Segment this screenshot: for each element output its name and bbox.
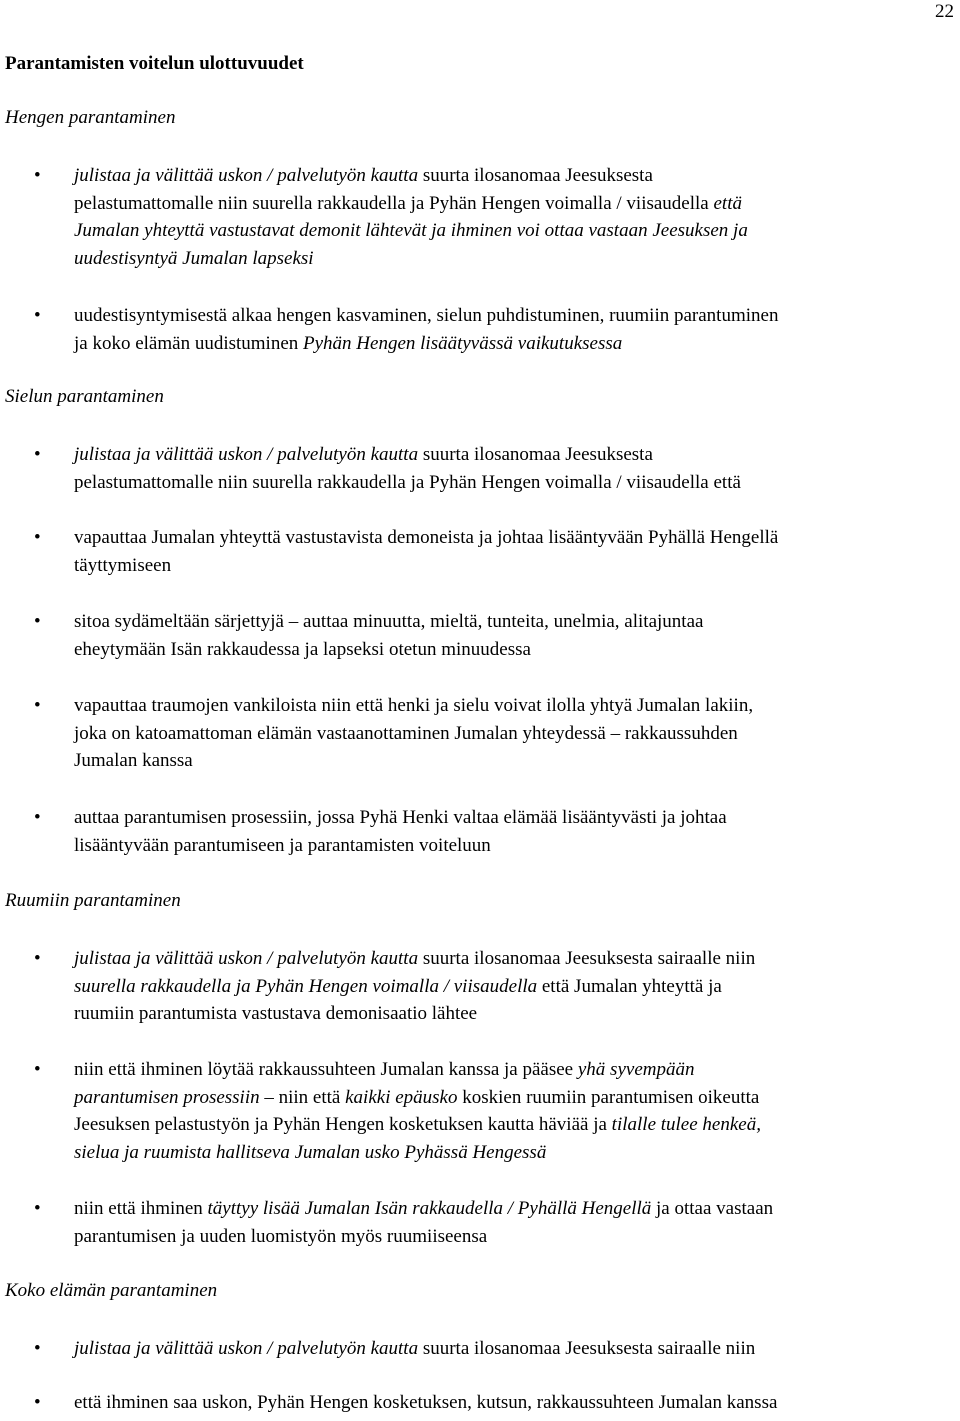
text-line xyxy=(74,1195,958,1223)
list-item-text xyxy=(74,608,958,663)
section-heading-koko-elämän-parantaminen: Koko elämän parantaminen xyxy=(5,1280,218,1301)
bullet-icon: • xyxy=(34,527,41,548)
text-run: että Jumalan yhteyttä ja xyxy=(537,975,722,997)
list-item-text xyxy=(74,945,958,1028)
italic-text: julistaa ja välittää uskon / palvelutyön kautta xyxy=(74,444,419,465)
text-run: joka on katoamattoman elämän vastaanottaminen Jumalan yhteydessä – rakkaussuhden xyxy=(74,722,738,744)
section-heading-sielun-parantaminen: Sielun parantaminen xyxy=(5,386,164,407)
bullet-icon: • xyxy=(34,305,41,326)
bullet-icon: • xyxy=(34,695,41,716)
text-run: ja koko elämän uudistuminen xyxy=(74,332,304,354)
text-run: suurta ilosanomaa Jeesuksesta sairaalle niin xyxy=(418,948,756,969)
list-item-text xyxy=(74,692,958,775)
bullet-icon: • xyxy=(34,948,41,969)
italic-text: julistaa ja välittää uskon / palvelutyön kautta xyxy=(74,948,419,969)
bullet-icon: • xyxy=(34,1392,41,1413)
text-line xyxy=(74,162,958,190)
text-line xyxy=(74,302,958,330)
list-item-text xyxy=(74,302,958,357)
text-line xyxy=(74,1139,958,1167)
italic-text: sielua ja ruumista hallitseva Jumalan usko Pyhässä Hengessä xyxy=(74,1141,547,1163)
bullet-icon: • xyxy=(34,1338,41,1359)
text-line xyxy=(74,469,958,497)
text-run: lisääntyvään parantumiseen ja parantamisten voiteluun xyxy=(74,834,491,856)
section-heading-hengen-parantaminen: Hengen parantaminen xyxy=(5,107,176,128)
italic-text: tilalle tulee henkeä, xyxy=(611,1114,761,1135)
text-line xyxy=(74,441,958,469)
text-line xyxy=(74,330,958,358)
bullet-icon: • xyxy=(34,1198,41,1219)
text-line xyxy=(74,973,958,1001)
italic-text: uudestisyntyä Jumalan lapseksi xyxy=(74,247,314,269)
text-line xyxy=(74,1056,958,1084)
text-run: suurta ilosanomaa Jeesuksesta sairaalle niin xyxy=(418,1338,756,1359)
text-run: eheytymään Isän rakkaudessa ja lapseksi otetun minuudessa xyxy=(74,638,531,660)
text-line xyxy=(74,804,958,832)
text-run: ja ottaa vastaan xyxy=(651,1198,774,1219)
italic-text: että xyxy=(713,192,742,214)
text-run: ruumiin parantumista vastustava demonisaatio lähtee xyxy=(74,1003,478,1024)
italic-text: Jumalan yhteyttä vastustavat demonit lähtevät ja ihminen voi ottaa vastaan Jeesuksen ja xyxy=(74,220,748,241)
italic-text: kaikki epäusko xyxy=(345,1086,458,1108)
text-line xyxy=(74,1223,958,1251)
text-line xyxy=(74,1335,958,1363)
list-item-text xyxy=(74,1389,958,1417)
text-run: vapauttaa Jumalan yhteyttä vastustavista demoneista ja johtaa lisääntyvään Pyhällä Hengellä xyxy=(74,527,779,548)
italic-text: julistaa ja välittää uskon / palvelutyön kautta xyxy=(74,165,419,186)
page-number: 22 xyxy=(935,1,954,22)
section-heading-ruumiin-parantaminen: Ruumiin parantaminen xyxy=(5,890,181,911)
text-line xyxy=(74,692,958,720)
text-line xyxy=(74,1084,958,1112)
text-line xyxy=(74,832,958,860)
italic-text: yhä syvempään xyxy=(577,1059,695,1080)
bullet-icon: • xyxy=(34,1059,41,1080)
bullet-icon: • xyxy=(34,444,41,465)
text-run: niin että ihminen xyxy=(74,1198,208,1219)
text-line xyxy=(74,524,958,552)
text-line xyxy=(74,1389,958,1417)
text-run: uudestisyntymisestä alkaa hengen kasvaminen, sielun puhdistuminen, ruumiin parantuminen xyxy=(74,305,779,326)
text-run: – niin että xyxy=(259,1086,346,1108)
text-run: täyttymiseen xyxy=(74,554,172,576)
text-line xyxy=(74,245,958,273)
text-line xyxy=(74,1111,958,1139)
bullet-icon: • xyxy=(34,611,41,632)
text-run: suurta ilosanomaa Jeesuksesta xyxy=(418,165,653,186)
text-run: auttaa parantumisen prosessiin, jossa Pyhä Henki valtaa elämää lisääntyvästi ja johtaa xyxy=(74,807,727,828)
text-run: suurta ilosanomaa Jeesuksesta xyxy=(418,444,653,465)
text-run: että ihminen saa uskon, Pyhän Hengen kosketuksen, kutsun, rakkaussuhteen Jumalan kanssa xyxy=(74,1392,778,1413)
text-run: sitoa sydämeltään särjettyjä – auttaa minuutta, mieltä, tunteita, unelmia, alitajuntaa xyxy=(74,611,704,632)
italic-text: täyttyy lisää Jumalan Isän rakkaudella / Pyhällä Hengellä xyxy=(207,1198,652,1219)
text-run: koskien ruumiin parantumisen oikeutta xyxy=(457,1086,760,1108)
text-run: pelastumattomalle niin suurella rakkaudella ja Pyhän Hengen voimalla / viisaudella että xyxy=(74,471,741,493)
text-run: Jumalan kanssa xyxy=(74,750,193,771)
text-run: parantumisen ja uuden luomistyön myös ruumiiseensa xyxy=(74,1225,488,1247)
text-line xyxy=(74,720,958,748)
text-run: pelastumattomalle niin suurella rakkaudella ja Pyhän Hengen voimalla / viisaudella xyxy=(74,192,714,214)
list-item-text xyxy=(74,162,958,272)
italic-text: julistaa ja välittää uskon / palvelutyön kautta xyxy=(74,1338,419,1359)
text-line xyxy=(74,636,958,664)
text-line xyxy=(74,608,958,636)
list-item-text xyxy=(74,1056,958,1166)
text-run: niin että ihminen löytää rakkaussuhteen Jumalan kanssa ja pääsee xyxy=(74,1059,578,1080)
list-item-text xyxy=(74,804,958,859)
text-line xyxy=(74,747,958,775)
list-item-text xyxy=(74,1335,958,1363)
list-item-text xyxy=(74,524,958,579)
text-line xyxy=(74,945,958,973)
text-run: vapauttaa traumojen vankiloista niin että henki ja sielu voivat ilolla yhtyä Jumalan lakiin, xyxy=(74,695,754,716)
bullet-icon: • xyxy=(34,807,41,828)
text-run: Jeesuksen pelastustyön ja Pyhän Hengen kosketuksen kautta häviää ja xyxy=(74,1114,612,1135)
list-item-text xyxy=(74,1195,958,1250)
bullet-icon: • xyxy=(34,165,41,186)
list-item-text xyxy=(74,441,958,496)
text-line xyxy=(74,217,958,245)
text-line xyxy=(74,190,958,218)
text-line xyxy=(74,1000,958,1028)
italic-text: Pyhän Hengen lisäätyvässä vaikutuksessa xyxy=(303,332,623,354)
page-title: Parantamisten voitelun ulottuvuudet xyxy=(5,53,304,74)
italic-text: parantumisen prosessiin xyxy=(74,1086,260,1108)
text-line xyxy=(74,552,958,580)
italic-text: suurella rakkaudella ja Pyhän Hengen voimalla / viisaudella xyxy=(74,975,538,997)
